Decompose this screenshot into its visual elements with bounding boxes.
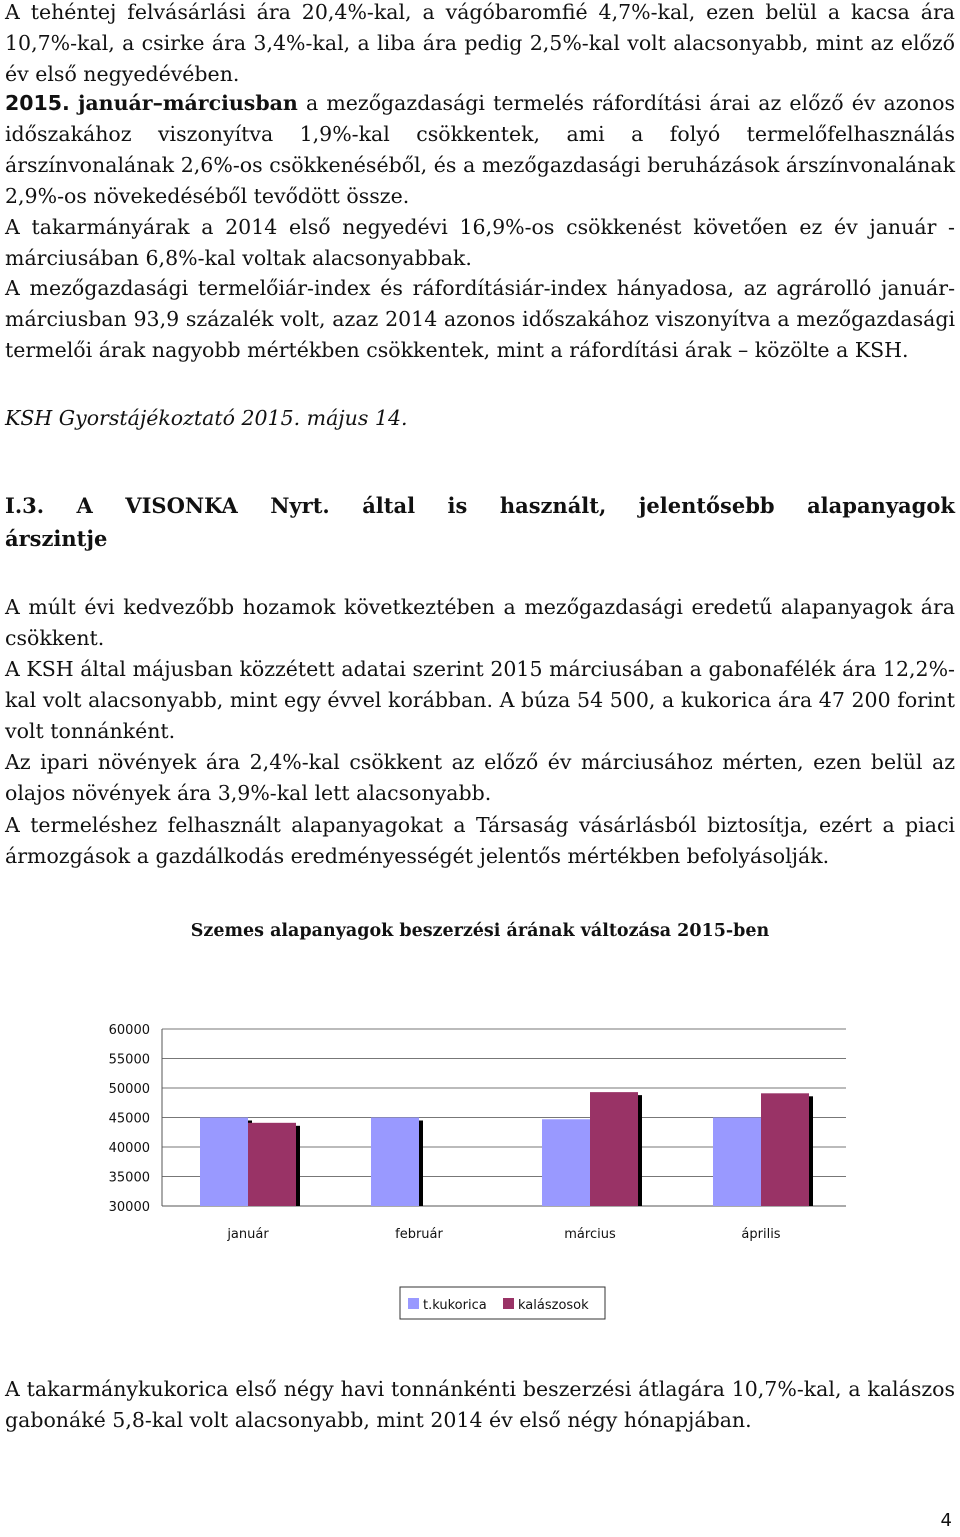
legend-swatch [503, 1298, 514, 1309]
heading-word: A [76, 493, 93, 518]
paragraph-yields: A múlt évi kedvezőbb hozamok következtében a mezőgazdasági eredetű alapanyagok ára csökkent. [5, 595, 955, 650]
legend-label: t.kukorica [423, 1298, 487, 1313]
heading-word: jelentősebb [638, 493, 775, 518]
page-number: 4 [940, 1510, 952, 1531]
y-tick-label: 40000 [108, 1141, 150, 1156]
chart-title: Szemes alapanyagok beszerzési árának változása 2015-ben [190, 921, 770, 941]
period-label: január–márciusban [77, 91, 298, 115]
paragraph-market-impact: A termeléshez felhasznált alapanyagokat a Társaság vásárlásból biztosítja, ezért a piaci ármozgások a gazdálkodás eredményességét jelentős mértékben befolyásolják. [5, 813, 955, 868]
heading-word: is [447, 493, 468, 518]
year-label: 2015. [5, 91, 70, 115]
paragraph-industrial-crops: Az ipari növények ára 2,4%-kal csökkent az előző év márciusához mérten, ezen belül az olajos növények ára 3,9%-kal lett alacsonyabb. [5, 750, 955, 805]
section-number: I.3. [5, 493, 45, 518]
y-tick-label: 30000 [108, 1200, 150, 1215]
paragraph-feed-prices: A takarmányárak a 2014 első negyedévi 16,9%-os csökkenést követően ez év január - márciusában 6,8%-kal voltak alacsonyabbak. [5, 215, 955, 270]
y-tick-label: 55000 [108, 1052, 150, 1068]
source-citation: KSH Gyorstájékoztató 2015. május 14. [5, 406, 408, 430]
section-heading [5, 489, 955, 555]
legend-label: kalászosok [518, 1298, 589, 1313]
section-heading-line2: árszintje [5, 526, 108, 551]
y-tick-label: 50000 [108, 1082, 150, 1097]
paragraph-ksh-grain: A KSH által májusban közzétett adatai szerint 2015 márciusában a gabonafélék ára 12,2%-kal volt alacsonyabb, mint egy évvel korábban. A búza 54 500, a kukorica ára 47 200 forint volt tonnánként. [5, 657, 955, 743]
paragraph-milk-poultry: A tehéntej felvásárlási ára 20,4%-kal, a vágóbaromfié 4,7%-kal, ezen belül a kacsa ára 10,7%-kal, a csirke ára 3,4%-kal, a liba ára pedig 2,5%-kal volt alacsonyabb, mint az előző év első negyedévében. [5, 0, 955, 86]
paragraph-average-price: A takarmánykukorica első négy havi tonnánkénti beszerzési átlagára 10,7%-kal, a kalászos gabonáké 5,8-kal volt alacsonyabb, mint 2014 év első négy hónapjában. [5, 1377, 955, 1432]
bar-kalszosok [248, 1123, 296, 1206]
bar-kalszosok [590, 1092, 638, 1206]
x-tick-label: március [564, 1227, 616, 1242]
paragraph-input-prices [5, 88, 955, 212]
heading-word: használt, [499, 493, 607, 518]
paragraph-input-prices-text: a mezőgazdasági termelés ráfordítási árai az előző év azonos időszakához viszonyítva 1,9%-kal csökkentek, ami a folyó termelőfelhasználás árszínvonalának 2,6%-os csökkenéséből, és a mezőgazdasági beruházások árszínvonalának 2,9%-os növekedéséből tevődött össze. [5, 91, 955, 208]
paragraph-agrarian-scissors: A mezőgazdasági termelőiár-index és ráfordításiár-index hányadosa, az agrárolló január-márciusban 93,9 százalék volt, azaz 2014 azonos időszakához viszonyítva a mezőgazdasági termelői árak nagyobb mértékben csökkentek, mint a ráfordítási árak – közölte a KSH. [5, 276, 955, 362]
y-tick-label: 60000 [108, 1023, 150, 1038]
heading-word: alapanyagok [807, 493, 955, 518]
x-tick-label: április [741, 1227, 781, 1242]
bar-tkukorica [200, 1118, 248, 1207]
heading-word: Nyrt. [270, 493, 330, 518]
bar-chart [0, 1000, 960, 1340]
bar-tkukorica [542, 1119, 590, 1206]
y-tick-label: 45000 [108, 1111, 150, 1127]
bar-kalszosok [761, 1093, 809, 1206]
legend-swatch [408, 1298, 419, 1309]
x-tick-label: január [227, 1227, 269, 1242]
x-tick-label: február [395, 1227, 443, 1242]
y-tick-label: 35000 [108, 1170, 150, 1186]
heading-word: által [362, 493, 416, 518]
heading-word: VISONKA [125, 493, 238, 518]
bar-tkukorica [371, 1118, 419, 1207]
bar-tkukorica [713, 1118, 761, 1207]
